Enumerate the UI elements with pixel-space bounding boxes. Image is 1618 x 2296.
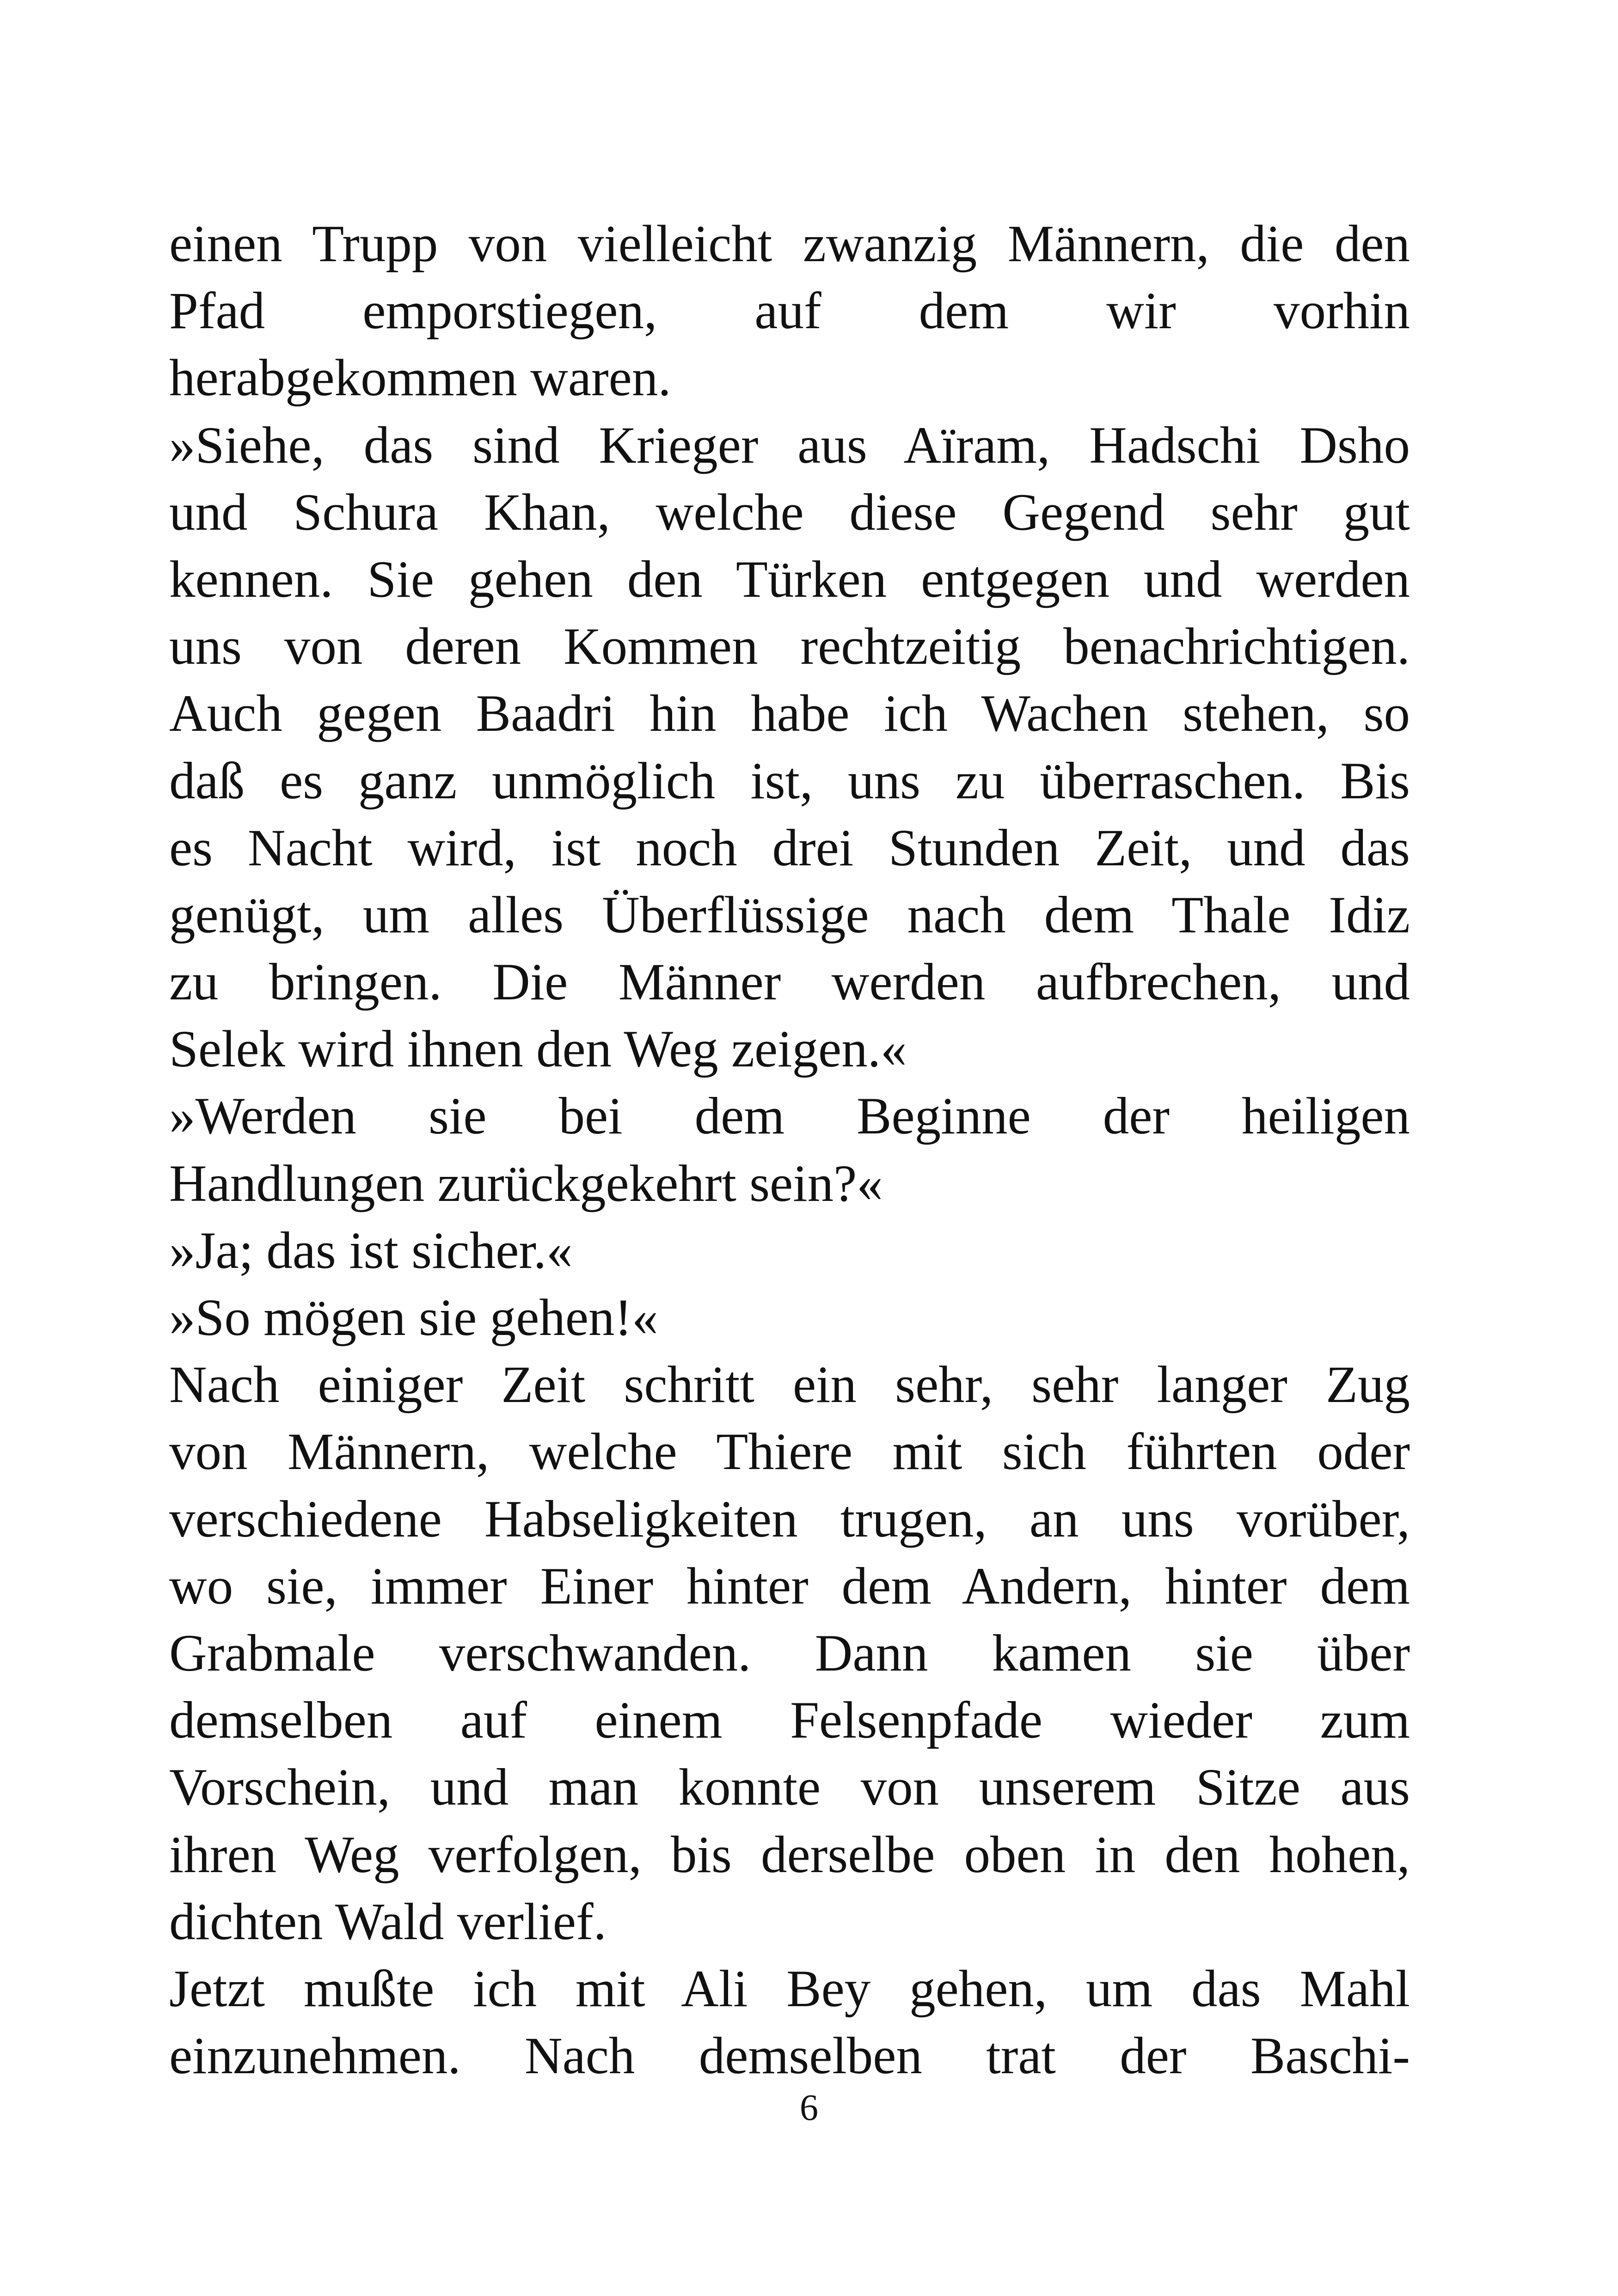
text-line: Nach einiger Zeit schritt ein sehr, sehr langer Zug [169,1356,1410,1414]
text-line: zu bringen. Die Männer werden aufbrechen, und [169,953,1410,1011]
text-line: kennen. Sie gehen den Türken entgegen und werden [169,550,1410,608]
text-line: und Schura Khan, welche diese Gegend sehr gut [169,483,1410,541]
text-line: Handlungen zurückgekehrt sein?« [169,1154,883,1212]
text-line: genügt, um alles Überflüssige nach dem Thale Idiz [169,886,1410,944]
text-line: Pfad emporstiegen, auf dem wir vorhin [169,282,1410,340]
text-line: einzunehmen. Nach demselben trat der Baschi- [169,2027,1410,2085]
text-line: »Siehe, das sind Krieger aus Aïram, Hadschi Dsho [169,416,1410,474]
text-line: verschiedene Habseligkeiten trugen, an uns vorüber, [169,1490,1410,1548]
text-line: Jetzt mußte ich mit Ali Bey gehen, um das Mahl [169,1959,1410,2018]
text-line: es Nacht wird, ist noch drei Stunden Zeit, und das [169,819,1410,877]
text-line: dichten Wald verlief. [169,1892,607,1951]
body-text [169,210,1410,2089]
text-line: »Werden sie bei dem Beginne der heiligen [169,1087,1410,1145]
text-line: demselben auf einem Felsenpfade wieder zum [169,1691,1410,1750]
text-line: uns von deren Kommen rechtzeitig benachrichtigen. [169,618,1410,676]
text-line: von Männern, welche Thiere mit sich führten oder [169,1423,1410,1481]
text-line: Selek wird ihnen den Weg zeigen.« [169,1020,907,1078]
text-line: Vorschein, und man konnte von unserem Sitze aus [169,1758,1410,1817]
text-line: herabgekommen waren. [169,349,671,407]
text-line: »So mögen sie gehen!« [169,1289,658,1347]
text-line: Grabmale verschwanden. Dann kamen sie über [169,1624,1410,1682]
text-line: ihren Weg verfolgen, bis derselbe oben in den hohen, [169,1825,1410,1884]
text-line: Auch gegen Baadri hin habe ich Wachen stehen, so [169,685,1410,743]
page-number: 6 [800,2088,818,2128]
text-line: daß es ganz unmöglich ist, uns zu überraschen. Bis [169,752,1410,810]
text-line: einen Trupp von vielleicht zwanzig Männern, die den [169,215,1410,273]
text-line: wo sie, immer Einer hinter dem Andern, hinter dem [169,1557,1410,1615]
text-line: »Ja; das ist sicher.« [169,1221,573,1280]
